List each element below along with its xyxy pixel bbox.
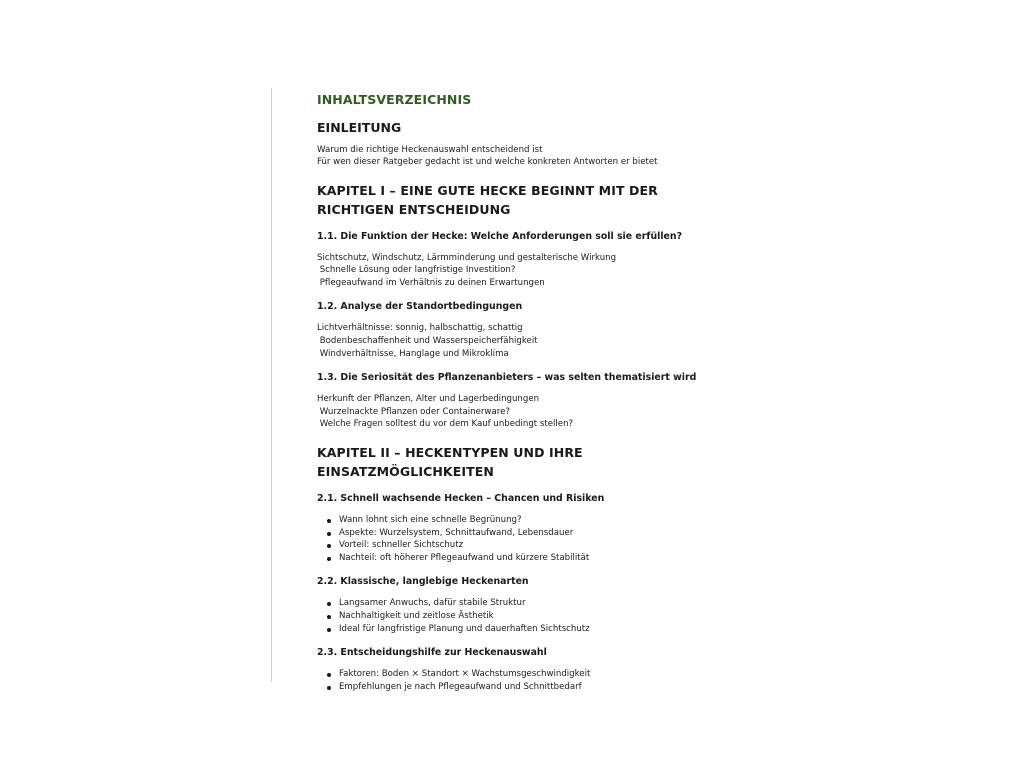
table-of-contents (317, 91, 737, 693)
intro-line: Warum die richtige Heckenauswahl entscheidend ist (317, 145, 543, 155)
bullet-item (317, 610, 737, 623)
section-2-1-bullets (317, 514, 737, 564)
bullet-dot-icon (327, 686, 331, 690)
bullet-text: Faktoren: Boden × Standort × Wachstumsgeschwindigkeit (339, 669, 591, 680)
bullet-text: Ideal für langfristige Planung und dauerhaften Sichtschutz (339, 623, 590, 634)
section-1-3-heading: 1.3. Die Seriosität des Pflanzenanbieters – was selten thematisiert wird (317, 372, 697, 384)
left-margin-rule (271, 88, 272, 682)
list-item: Pflegeaufwand im Verhältnis zu deinen Erwartungen (317, 277, 545, 288)
list-item: Herkunft der Pflanzen, Alter und Lagerbedingungen (317, 394, 540, 405)
bullet-text: Aspekte: Wurzelsystem, Schnittaufwand, Lebensdauer (339, 527, 574, 538)
section-1-3-lines (317, 393, 737, 431)
section-2-3-bullets (317, 668, 737, 693)
list-item: Windverhältnisse, Hanglage und Mikroklima (317, 348, 509, 359)
bullet-item (317, 527, 737, 540)
bullet-item (317, 681, 737, 694)
section-1-1-heading: 1.1. Die Funktion der Hecke: Welche Anforderungen soll sie erfüllen? (317, 230, 683, 242)
section-1-1-lines (317, 252, 737, 290)
bullet-dot-icon (327, 602, 331, 606)
bullet-dot-icon (327, 615, 331, 619)
section-2-2-heading: 2.2. Klassische, langlebige Heckenarten (317, 576, 529, 588)
intro-lines (317, 144, 737, 169)
bullet-text: Nachhaltigkeit und zeitlose Ästhetik (339, 610, 494, 621)
bullet-text: Wann lohnt sich eine schnelle Begrünung? (339, 514, 522, 525)
list-item: Lichtverhältnisse: sonnig, halbschattig, schattig (317, 323, 523, 334)
section-2-3-heading: 2.3. Entscheidungshilfe zur Heckenauswahl (317, 647, 547, 659)
list-item: Bodenbeschaffenheit und Wasserspeicherfähigkeit (317, 335, 538, 346)
chapter-1-heading: KAPITEL I – EINE GUTE HECKE BEGINNT MIT DER RICHTIGEN ENTSCHEIDUNG (317, 182, 658, 217)
bullet-item (317, 552, 737, 565)
list-item: Schnelle Lösung oder langfristige Investition? (317, 265, 516, 276)
bullet-item (317, 597, 737, 610)
intro-heading: EINLEITUNG (317, 120, 402, 135)
bullet-dot-icon (327, 519, 331, 523)
intro-line: Für wen dieser Ratgeber gedacht ist und welche konkreten Antworten er bietet (317, 157, 658, 168)
bullet-text: Empfehlungen je nach Pflegeaufwand und Schnittbedarf (339, 681, 582, 692)
list-item: Wurzelnackte Pflanzen oder Containerware? (317, 406, 510, 417)
section-1-2-heading: 1.2. Analyse der Standortbedingungen (317, 301, 523, 313)
bullet-dot-icon (327, 628, 331, 632)
bullet-item (317, 514, 737, 527)
bullet-text: Nachteil: oft höherer Pflegeaufwand und kürzere Stabilität (339, 552, 590, 563)
toc-title: INHALTSVERZEICHNIS (317, 92, 472, 107)
bullet-text: Vorteil: schneller Sichtschutz (339, 540, 464, 551)
section-2-2-bullets (317, 597, 737, 635)
bullet-item (317, 623, 737, 636)
section-2-1-heading: 2.1. Schnell wachsende Hecken – Chancen und Risiken (317, 492, 605, 504)
section-1-2-lines (317, 322, 737, 360)
bullet-dot-icon (327, 544, 331, 548)
bullet-item (317, 668, 737, 681)
bullet-text: Langsamer Anwuchs, dafür stabile Struktur (339, 598, 526, 609)
chapter-2-heading: KAPITEL II – HECKENTYPEN UND IHRE EINSATZMÖGLICHKEITEN (317, 444, 583, 479)
list-item: Sichtschutz, Windschutz, Lärmminderung und gestalterische Wirkung (317, 252, 617, 263)
bullet-dot-icon (327, 557, 331, 561)
list-item: Welche Fragen solltest du vor dem Kauf unbedingt stellen? (317, 419, 574, 430)
bullet-dot-icon (327, 673, 331, 677)
bullet-item (317, 539, 737, 552)
bullet-dot-icon (327, 532, 331, 536)
